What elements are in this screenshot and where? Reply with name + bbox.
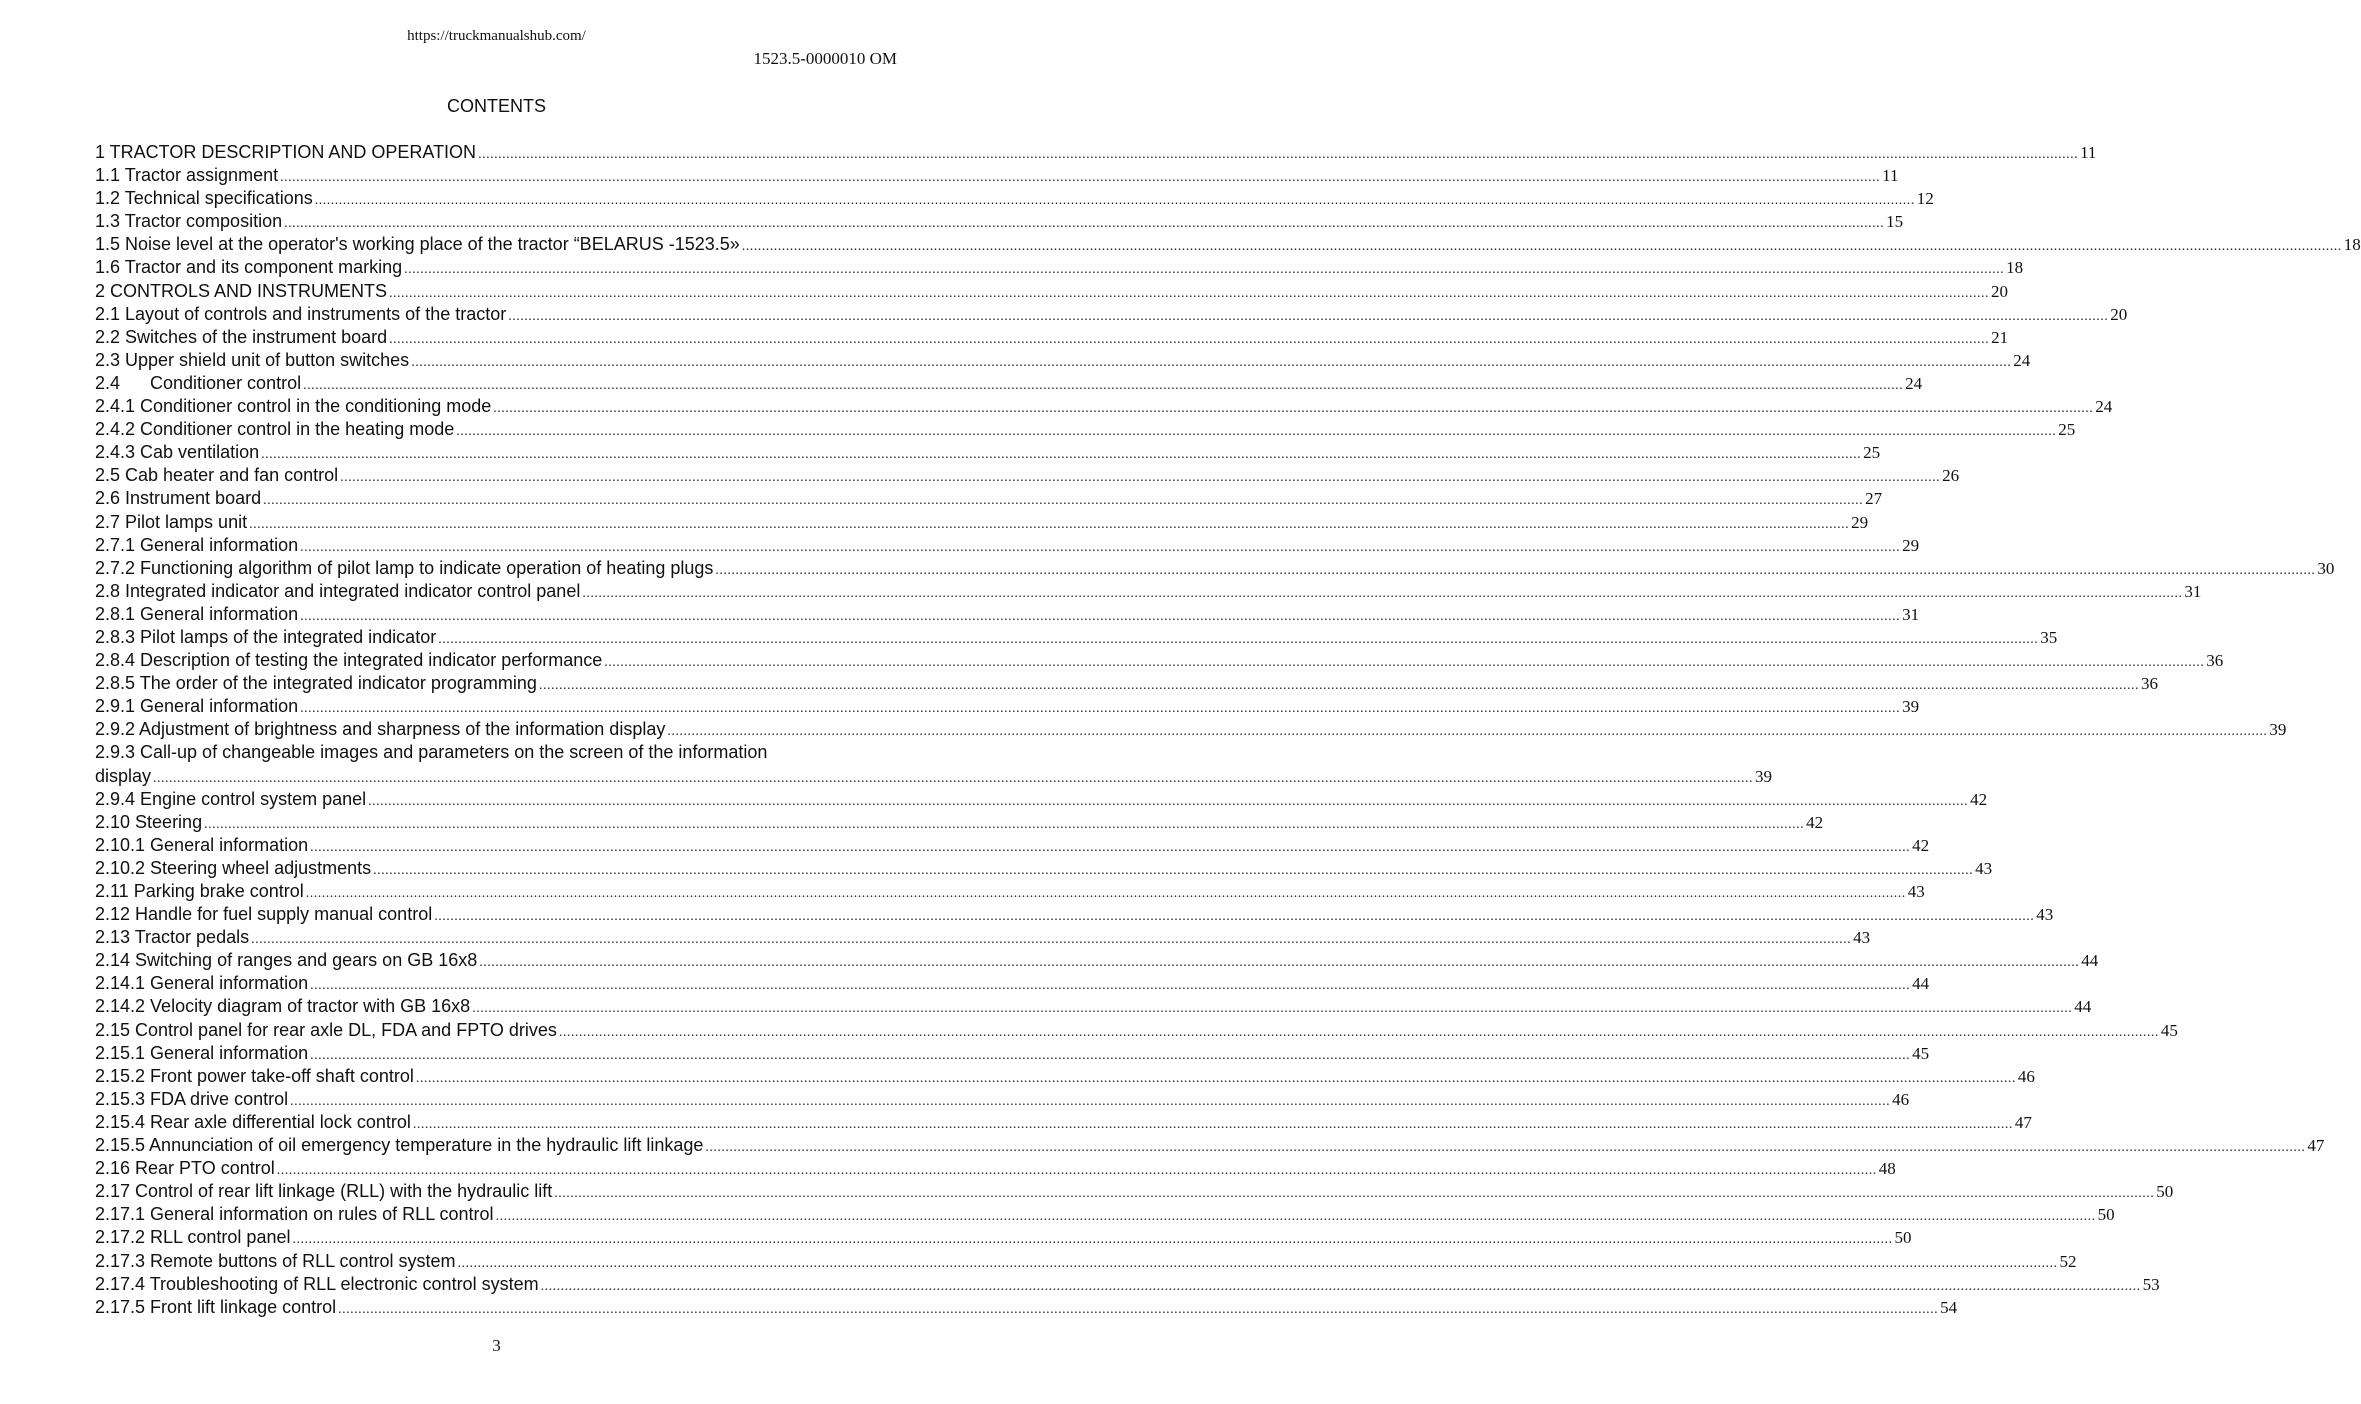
toc-entry-title: 2.17.4 Troubleshooting of RLL electronic control system: [95, 1273, 539, 1294]
toc-entry: [95, 349, 2031, 372]
toc-entry: [95, 256, 2024, 279]
toc-entry: [95, 326, 2009, 349]
toc-entry-page: 30: [2317, 558, 2335, 578]
toc-entry: [95, 1157, 1896, 1180]
toc-dot-leader: ................................................................................................................................................................................................................................................................................................................................................................................................................: [582, 585, 2183, 601]
toc-dot-leader: ................................................................................................................................................................................................................................................................................................................................................................................................................: [261, 447, 1862, 463]
toc-entry-page: 45: [1912, 1043, 1930, 1063]
toc-entry: [95, 1273, 2160, 1296]
toc-entry-title: 2.17.3 Remote buttons of RLL control system: [95, 1250, 456, 1271]
toc-dot-leader: ................................................................................................................................................................................................................................................................................................................................................................................................................: [389, 331, 1990, 347]
toc-dot-leader: ................................................................................................................................................................................................................................................................................................................................................................................................................: [204, 816, 1805, 832]
toc-dot-leader: ................................................................................................................................................................................................................................................................................................................................................................................................................: [715, 562, 2316, 578]
toc-entry-title: 2.7.1 General information: [95, 534, 299, 555]
toc-dot-leader: ................................................................................................................................................................................................................................................................................................................................................................................................................: [340, 470, 1941, 486]
header-url: https://truckmanualshub.com/: [407, 28, 586, 44]
toc-entry-title: 2.14.2 Velocity diagram of tractor with GB 16x8: [95, 996, 471, 1017]
toc-dot-leader: ................................................................................................................................................................................................................................................................................................................................................................................................................: [667, 724, 2268, 740]
toc-entry: [95, 857, 1993, 880]
toc-entry-page: 44: [2081, 951, 2099, 971]
toc-entry-title: 2.8.1 General information: [95, 603, 299, 624]
toc-entry-page: 46: [2017, 1066, 2035, 1086]
toc-entry-title: 2.9.1 General information: [95, 696, 299, 717]
toc-entry-page: 39: [2269, 720, 2287, 740]
toc-entry-title: 2.14.1 General information: [95, 973, 309, 994]
toc-entry: [95, 441, 1881, 464]
toc-entry: [95, 164, 1899, 187]
toc-entry-title: 2.9.4 Engine control system panel: [95, 788, 367, 809]
toc-entry-page: 44: [2074, 997, 2092, 1017]
toc-entry: [95, 672, 2158, 695]
toc-entry-page: 18: [2343, 235, 2361, 255]
toc-entry-page: 48: [1878, 1159, 1896, 1179]
toc-dot-leader: ................................................................................................................................................................................................................................................................................................................................................................................................................: [478, 147, 2079, 162]
toc-dot-leader: ................................................................................................................................................................................................................................................................................................................................................................................................................: [493, 401, 2094, 417]
toc-dot-leader: ................................................................................................................................................................................................................................................................................................................................................................................................................: [434, 909, 2035, 925]
table-of-contents: [95, 141, 2361, 1319]
toc-entry-page: 18: [2006, 258, 2024, 278]
toc-entry: [95, 1250, 2077, 1273]
toc-dot-leader: ................................................................................................................................................................................................................................................................................................................................................................................................................: [314, 193, 1915, 209]
toc-entry-title: 2.13 Tractor pedals: [95, 927, 250, 948]
toc-entry-title: display: [95, 765, 152, 786]
toc-entry-page: 21: [1991, 327, 2009, 347]
toc-entry-page: 25: [1863, 443, 1881, 463]
toc-entry: [95, 1019, 2178, 1042]
toc-entry-title: 2.12 Handle for fuel supply manual control: [95, 904, 433, 925]
toc-dot-leader: ................................................................................................................................................................................................................................................................................................................................................................................................................: [705, 1140, 2306, 1156]
toc-entry: [95, 1180, 2174, 1203]
toc-entry-title: 2.7.2 Functioning algorithm of pilot lamp to indicate operation of heating plugs: [95, 557, 714, 578]
toc-dot-leader: ................................................................................................................................................................................................................................................................................................................................................................................................................: [373, 862, 1974, 878]
toc-entry: [95, 788, 1988, 811]
toc-entry-title: 1.3 Tractor composition: [95, 211, 283, 232]
toc-dot-leader: ................................................................................................................................................................................................................................................................................................................................................................................................................: [741, 239, 2342, 255]
toc-entry-title: 2.15.4 Rear axle differential lock control: [95, 1111, 411, 1132]
toc-entry-page: 20: [2110, 304, 2128, 324]
toc-entry: [95, 210, 1904, 233]
toc-dot-leader: ................................................................................................................................................................................................................................................................................................................................................................................................................: [456, 424, 2057, 440]
toc-entry: [95, 1134, 2325, 1157]
toc-entry-page: 24: [1905, 373, 1923, 393]
toc-entry: [95, 1226, 1912, 1249]
toc-entry-title: 2.1 Layout of controls and instruments of the tractor: [95, 303, 507, 324]
toc-entry-title: 2 CONTROLS AND INSTRUMENTS: [95, 280, 388, 301]
toc-entry-page: 11: [1882, 166, 1899, 186]
toc-dot-leader: ................................................................................................................................................................................................................................................................................................................................................................................................................: [338, 1301, 1939, 1317]
toc-entry: [95, 487, 1883, 510]
toc-entry-title: 2.15 Control panel for rear axle DL, FDA and FPTO drives: [95, 1019, 557, 1040]
toc-entry: [95, 280, 2009, 303]
toc-entry-page: 45: [2160, 1020, 2178, 1040]
toc-entry-title: 2.10 Steering: [95, 811, 203, 832]
toc-dot-leader: ................................................................................................................................................................................................................................................................................................................................................................................................................: [310, 1047, 1911, 1063]
toc-entry: [95, 1042, 1930, 1065]
toc-dot-leader: ................................................................................................................................................................................................................................................................................................................................................................................................................: [300, 701, 1901, 717]
toc-entry-page: 43: [1975, 858, 1993, 878]
toc-entry: [95, 141, 2097, 164]
toc-entry-title: 2.11 Parking brake control: [95, 881, 304, 901]
toc-entry-page: 47: [2307, 1136, 2325, 1156]
toc-dot-leader: ................................................................................................................................................................................................................................................................................................................................................................................................................: [310, 839, 1911, 855]
toc-entry-title: 2.9.2 Adjustment of brightness and sharpness of the information display: [95, 719, 666, 740]
toc-entry-title: 1.6 Tractor and its component marking: [95, 257, 403, 278]
toc-entry-title: 2.15.1 General information: [95, 1042, 309, 1063]
toc-entry-title: 2.17.2 RLL control panel: [95, 1227, 291, 1248]
toc-entry: [95, 972, 1930, 995]
toc-entry: [95, 995, 2092, 1018]
toc-entry-title: 1.2 Technical specifications: [95, 188, 313, 209]
toc-entry-page: 25: [2058, 420, 2076, 440]
toc-entry-title: 2.2 Switches of the instrument board: [95, 326, 388, 347]
toc-entry: [95, 834, 1930, 857]
toc-entry: [95, 464, 1960, 487]
toc-entry-page: 54: [1940, 1297, 1958, 1317]
toc-entry: [95, 695, 1920, 718]
toc-dot-leader: ................................................................................................................................................................................................................................................................................................................................................................................................................: [300, 608, 1901, 624]
toc-entry-title: 1.5 Noise level at the operator's working place of the tractor “BELARUS -1523.5»: [95, 234, 740, 255]
toc-entry-page: 43: [1853, 928, 1871, 948]
toc-entry-page: 50: [2156, 1182, 2174, 1202]
toc-dot-leader: ................................................................................................................................................................................................................................................................................................................................................................................................................: [290, 1093, 1891, 1109]
toc-entry-page: 47: [2014, 1112, 2032, 1132]
toc-entry: [95, 1111, 2032, 1134]
toc-entry-page: 42: [1970, 789, 1988, 809]
toc-entry-title: 2.8.4 Description of testing the integrated indicator performance: [95, 650, 603, 671]
toc-entry-page: 35: [2040, 627, 2058, 647]
toc-dot-leader: ................................................................................................................................................................................................................................................................................................................................................................................................................: [495, 1209, 2096, 1225]
toc-entry-title: 2.4.3 Cab ventilation: [95, 442, 260, 463]
toc-entry: [95, 880, 1925, 903]
toc-entry-title: 1 TRACTOR DESCRIPTION AND OPERATION: [95, 142, 477, 162]
toc-entry-title: 1.1 Tractor assignment: [95, 165, 279, 186]
toc-dot-leader: ................................................................................................................................................................................................................................................................................................................................................................................................................: [310, 978, 1911, 994]
toc-entry: [95, 1203, 2115, 1226]
toc-dot-leader: ................................................................................................................................................................................................................................................................................................................................................................................................................: [479, 955, 2080, 971]
toc-dot-leader: ................................................................................................................................................................................................................................................................................................................................................................................................................: [292, 1232, 1893, 1248]
toc-dot-leader: ................................................................................................................................................................................................................................................................................................................................................................................................................: [263, 493, 1864, 509]
toc-entry-title: 2.5 Cab heater and fan control: [95, 465, 339, 486]
toc-entry-title: [95, 372, 301, 395]
toc-dot-leader: ................................................................................................................................................................................................................................................................................................................................................................................................................: [472, 1001, 2073, 1017]
toc-entry-page: 39: [1755, 766, 1773, 786]
toc-entry: [95, 1065, 2035, 1088]
toc-entry: [95, 718, 2287, 741]
toc-dot-leader: ................................................................................................................................................................................................................................................................................................................................................................................................................: [303, 377, 1904, 393]
toc-entry-page: 20: [1991, 281, 2009, 301]
toc-entry-title: 2.4.1 Conditioner control in the conditioning mode: [95, 396, 492, 417]
toc-entry-page: 15: [1886, 212, 1904, 232]
page-number: 3: [492, 1336, 501, 1355]
toc-entry-page: 27: [1865, 489, 1883, 509]
toc-entry: [95, 811, 1824, 834]
toc-entry-title: 2.16 Rear PTO control: [95, 1158, 275, 1179]
document-number: 1523.5-0000010 OM: [753, 49, 897, 68]
toc-entry-page: 36: [2140, 674, 2158, 694]
toc-dot-leader: ................................................................................................................................................................................................................................................................................................................................................................................................................: [305, 886, 1906, 901]
toc-dot-leader: ................................................................................................................................................................................................................................................................................................................................................................................................................: [153, 770, 1754, 786]
toc-entry-title: 2.10.2 Steering wheel adjustments: [95, 857, 372, 878]
toc-entry-title: 2.9.3 Call-up of changeable images and parameters on the screen of the information: [95, 742, 768, 763]
toc-dot-leader: ................................................................................................................................................................................................................................................................................................................................................................................................................: [415, 1070, 2016, 1086]
toc-entry-page: 12: [1916, 189, 1934, 209]
toc-dot-leader: ................................................................................................................................................................................................................................................................................................................................................................................................................: [300, 539, 1901, 555]
toc-entry: [95, 926, 1871, 949]
toc-entry-page: 43: [2036, 905, 2054, 925]
toc-entry: [95, 372, 1923, 395]
toc-dot-leader: ................................................................................................................................................................................................................................................................................................................................................................................................................: [411, 354, 2012, 370]
toc-entry: [95, 741, 898, 764]
toc-entry: [95, 1296, 1958, 1319]
toc-dot-leader: ................................................................................................................................................................................................................................................................................................................................................................................................................: [540, 1278, 2141, 1294]
toc-dot-leader: ................................................................................................................................................................................................................................................................................................................................................................................................................: [604, 655, 2205, 671]
toc-entry: [95, 395, 2113, 418]
contents-heading: CONTENTS: [447, 96, 546, 116]
toc-entry-number: 2.4: [95, 372, 121, 393]
toc-dot-leader: ................................................................................................................................................................................................................................................................................................................................................................................................................: [251, 932, 1852, 948]
toc-entry: [95, 418, 2076, 441]
toc-entry-page: 46: [1892, 1089, 1910, 1109]
toc-entry: [95, 949, 2099, 972]
toc-entry-page: 42: [1806, 812, 1824, 832]
toc-entry-page: 31: [2184, 581, 2202, 601]
toc-entry: [95, 1088, 1910, 1111]
toc-entry-title: 2.3 Upper shield unit of button switches: [95, 349, 410, 370]
toc-entry-title: 2.14 Switching of ranges and gears on GB 16x8: [95, 950, 478, 971]
toc-entry-title: 2.15.3 FDA drive control: [95, 1088, 289, 1109]
toc-entry-page: 36: [2206, 651, 2224, 671]
toc-entry-title: 2.8 Integrated indicator and integrated indicator control panel: [95, 580, 581, 601]
toc-dot-leader: ................................................................................................................................................................................................................................................................................................................................................................................................................: [538, 678, 2139, 694]
toc-entry: [95, 580, 2202, 603]
toc-entry-title: 2.15.5 Annunciation of oil emergency temperature in the hydraulic lift linkage: [95, 1135, 704, 1156]
toc-entry-title: 2.17.5 Front lift linkage control: [95, 1296, 337, 1317]
toc-entry-title: 2.7 Pilot lamps unit: [95, 511, 248, 532]
toc-dot-leader: ................................................................................................................................................................................................................................................................................................................................................................................................................: [457, 1255, 2058, 1271]
toc-entry-title: 2.4.2 Conditioner control in the heating mode: [95, 419, 455, 440]
toc-entry-page: 29: [1851, 512, 1869, 532]
toc-entry: [95, 557, 2335, 580]
toc-entry-page: 52: [2059, 1251, 2077, 1271]
toc-dot-leader: ................................................................................................................................................................................................................................................................................................................................................................................................................: [389, 285, 1990, 301]
toc-entry-title: 2.8.3 Pilot lamps of the integrated indicator: [95, 626, 437, 647]
toc-entry: [95, 233, 2361, 256]
toc-entry: [95, 303, 2128, 326]
toc-entry-page: 42: [1912, 835, 1930, 855]
toc-dot-leader: ................................................................................................................................................................................................................................................................................................................................................................................................................: [280, 170, 1881, 186]
toc-dot-leader: ................................................................................................................................................................................................................................................................................................................................................................................................................: [284, 216, 1885, 232]
toc-entry-page: 43: [1907, 882, 1925, 901]
toc-entry: [95, 511, 1869, 534]
toc-dot-leader: ................................................................................................................................................................................................................................................................................................................................................................................................................: [554, 1186, 2155, 1202]
toc-dot-leader: ................................................................................................................................................................................................................................................................................................................................................................................................................: [404, 262, 2005, 278]
toc-entry-page: 26: [1942, 466, 1960, 486]
toc-entry-page: 44: [1912, 974, 1930, 994]
toc-dot-leader: ................................................................................................................................................................................................................................................................................................................................................................................................................: [412, 1116, 2013, 1132]
toc-entry: [95, 649, 2224, 672]
toc-dot-leader: ................................................................................................................................................................................................................................................................................................................................................................................................................: [438, 631, 2039, 647]
toc-entry: [95, 603, 1920, 626]
toc-entry-page: 53: [2142, 1274, 2160, 1294]
toc-entry-title: 2.8.5 The order of the integrated indicator programming: [95, 673, 537, 694]
toc-dot-leader: ................................................................................................................................................................................................................................................................................................................................................................................................................: [249, 516, 1850, 532]
toc-entry: [95, 626, 2058, 649]
toc-entry-title: 2.17.1 General information on rules of RLL control: [95, 1204, 494, 1225]
toc-entry-page: 50: [2097, 1205, 2115, 1225]
toc-entry-title: 2.6 Instrument board: [95, 488, 262, 509]
toc-entry: [95, 187, 1934, 210]
toc-dot-leader: ................................................................................................................................................................................................................................................................................................................................................................................................................: [368, 793, 1969, 809]
toc-entry-title: 2.17 Control of rear lift linkage (RLL) with the hydraulic lift: [95, 1181, 553, 1202]
toc-dot-leader: ................................................................................................................................................................................................................................................................................................................................................................................................................: [558, 1024, 2159, 1040]
toc-entry-page: 50: [1894, 1228, 1912, 1248]
toc-entry: [95, 903, 2054, 926]
toc-entry-page: 24: [2095, 397, 2113, 417]
toc-entry-page: 24: [2013, 350, 2031, 370]
toc-entry-title: 2.10.1 General information: [95, 834, 309, 855]
toc-entry-page: 29: [1902, 535, 1920, 555]
toc-entry: [95, 534, 1920, 557]
toc-entry-page: 31: [1902, 604, 1920, 624]
toc-entry-page: 39: [1902, 697, 1920, 717]
toc-entry-title-text: Conditioner control: [150, 372, 302, 393]
toc-entry-page: 11: [2080, 143, 2097, 162]
toc-entry-title: 2.15.2 Front power take-off shaft control: [95, 1065, 414, 1086]
toc-dot-leader: ................................................................................................................................................................................................................................................................................................................................................................................................................: [276, 1163, 1877, 1179]
toc-dot-leader: ................................................................................................................................................................................................................................................................................................................................................................................................................: [508, 308, 2109, 324]
toc-entry: [95, 765, 1773, 788]
